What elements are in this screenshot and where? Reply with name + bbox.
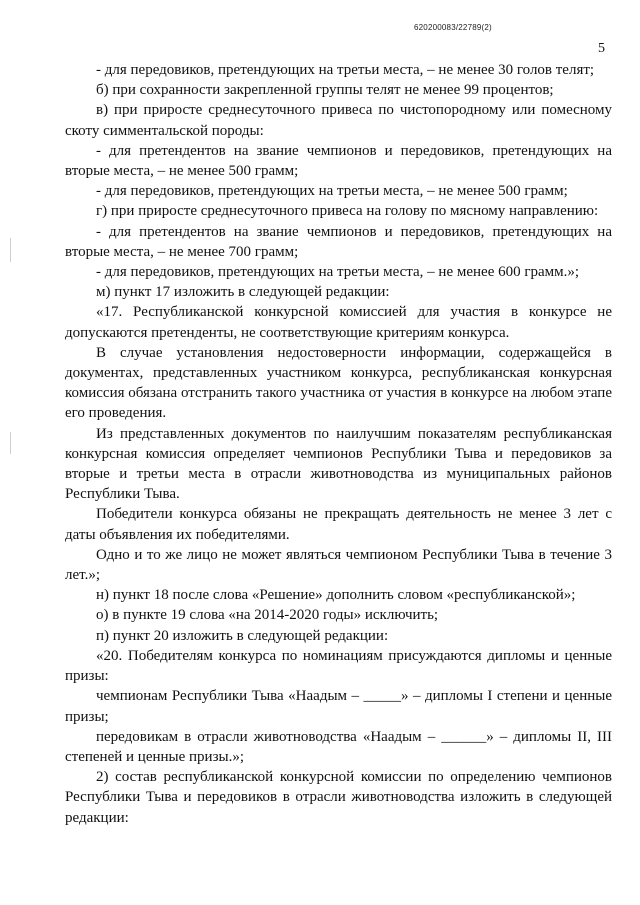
scan-margin-mark	[10, 238, 11, 262]
paragraph-item-17-text: «17. Республиканской конкурсной комиссией для участия в конкурсе не допускаются претенденты, не соответствующие критериям конкурса.	[65, 304, 612, 341]
paragraph-winner-obligation: Победители конкурса обязаны не прекращать деятельность не менее 3 лет с даты объявления их победителями.	[65, 506, 612, 543]
paragraph-champion-limit: Одно и то же лицо не может являться чемпионом Республики Тыва в течение 3 лет.»;	[65, 546, 612, 584]
paragraph-champion-awards: чемпионам Республики Тыва «Наадым – _____» – дипломы I степени и ценные призы;	[65, 688, 612, 725]
paragraph-item-19: о) в пункте 19 слова «на 2014-2020 годы» исключить;	[96, 607, 439, 624]
paragraph-meat-champions: - для претендентов на звание чемпионов и передовиков, претендующих на вторые места, – не менее 700 грамм;	[65, 223, 612, 260]
paragraph-winner-selection: Из представленных документов по наилучшим показателям республиканская конкурсная комиссия определяет чемпионов Республики Тыва и передовиков за вторые и третьи места в отрасли животноводства из муниципальных районов Республики Тыва.	[65, 425, 612, 503]
paragraph-unreliable-info: В случае установления недостоверности информации, содержащейся в документах, представленных участником конкурса, республиканская конкурсная комиссия обязана отстранить такого участника от участия в конкурсе на любом этапе его проведения.	[65, 344, 612, 422]
paragraph-commission-composition: 2) состав республиканской конкурсной комиссии по определению чемпионов Республики Тыва и передовиков в отрасли животноводства изложить в следующей редакции:	[65, 769, 612, 826]
paragraph-simmental-third-place: - для передовиков, претендующих на третьи места, – не менее 500 грамм;	[96, 183, 568, 200]
paragraph-item-20-intro: п) пункт 20 изложить в следующей редакции:	[96, 627, 389, 644]
paragraph-calves-third-place: - для передовиков, претендующих на третьи места, – не менее 30 голов телят;	[96, 62, 595, 78]
document-body	[65, 60, 612, 828]
document-registration-code: 620200083/22789(2)	[414, 23, 492, 32]
paragraph-meat-third-place: - для передовиков, претендующих на третьи места, – не менее 600 грамм.»;	[96, 264, 580, 281]
paragraph-item-18: н) пункт 18 после слова «Решение» дополнить словом «республиканской»;	[96, 587, 576, 604]
scan-margin-mark	[10, 432, 11, 454]
paragraph-calf-retention: б) при сохранности закрепленной группы телят не менее 99 процентов;	[96, 82, 554, 99]
page-number: 5	[598, 41, 605, 56]
paragraph-simmental-weight-gain: в) при приросте среднесуточного привеса по чистопородному или помесному скоту симментальской породы:	[65, 102, 612, 139]
paragraph-leader-awards: передовикам в отрасли животноводства «Наадым – ______» – дипломы II, III степеней и ценные призы.»;	[65, 728, 612, 765]
paragraph-item-17-intro: м) пункт 17 изложить в следующей редакции:	[96, 284, 390, 301]
paragraph-item-20-text: «20. Победителям конкурса по номинациям присуждаются дипломы и ценные призы:	[65, 647, 612, 685]
paragraph-simmental-champions: - для претендентов на звание чемпионов и передовиков, претендующих на вторые места, – не менее 500 грамм;	[65, 142, 612, 180]
paragraph-meat-weight-gain: г) при приросте среднесуточного привеса на голову по мясному направлению:	[96, 203, 599, 220]
